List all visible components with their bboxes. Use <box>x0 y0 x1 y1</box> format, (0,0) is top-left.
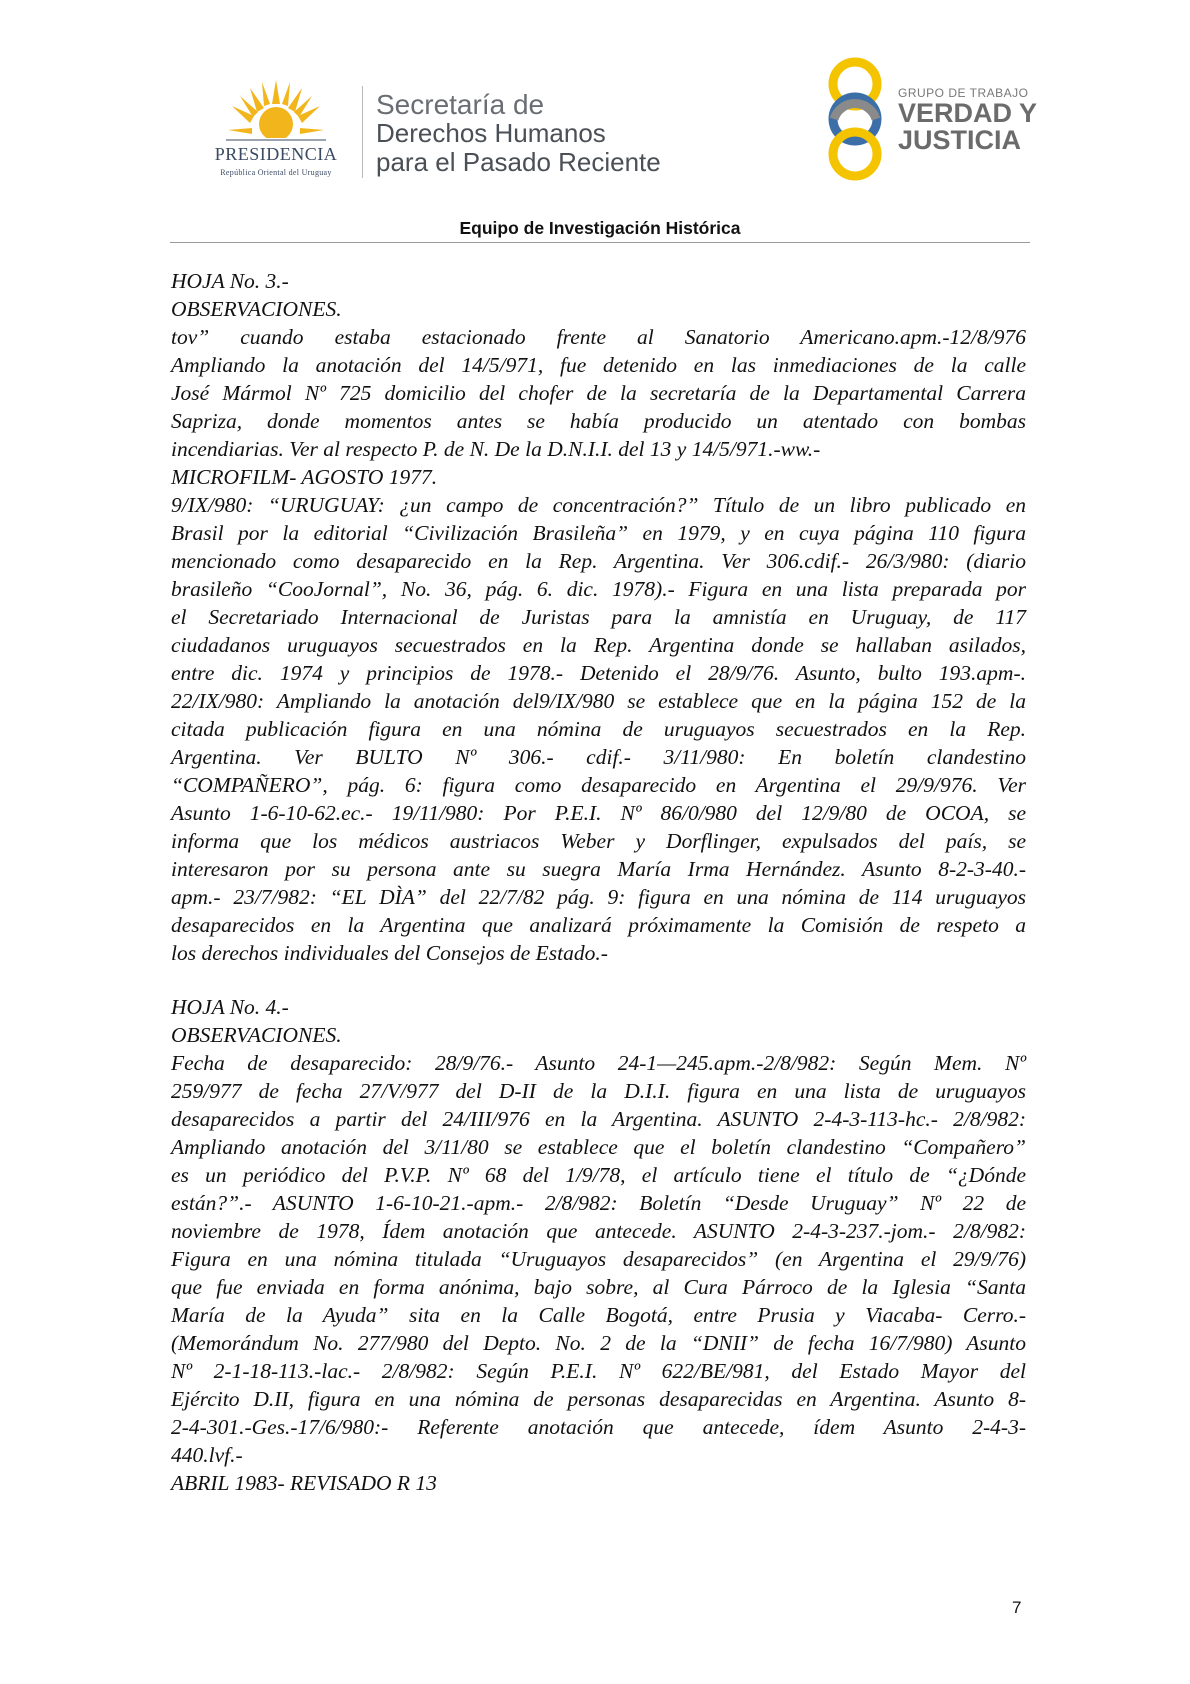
body-line: están?”.- ASUNTO 1-6-10-21.-apm.- 2/8/982: Boletín “Desde Uruguay” Nº 22 de <box>171 1191 1026 1215</box>
header-divider <box>362 86 363 178</box>
body-line: Ampliando anotación del 3/11/80 se establece que el boletín clandestino “Compañero” <box>171 1135 1026 1159</box>
body-line: José Mármol Nº 725 domicilio del chofer de la secretaría de la Departamental Carrera <box>171 381 1026 405</box>
body-line: Figura en una nómina titulada “Uruguayos desaparecidos” (en Argentina el 29/9/76) <box>171 1247 1026 1271</box>
verdad-y-justicia-logo <box>820 56 1040 182</box>
body-line: HOJA No. 4.- <box>171 995 289 1019</box>
body-line: que fue enviada en forma anónima, bajo sobre, al Cura Párroco de la Iglesia “Santa <box>171 1275 1026 1299</box>
secretaria-line-1: Secretaría de <box>376 89 545 120</box>
body-line: “COMPAÑERO”, pág. 6: figura como desaparecido en Argentina el 29/9/976. Ver <box>171 773 1026 797</box>
body-line: OBSERVACIONES. <box>171 1023 342 1047</box>
body-line: los derechos individuales del Consejos de Estado.- <box>171 941 608 965</box>
body-line: Argentina. Ver BULTO Nº 306.- cdif.- 3/11/980: En boletín clandestino <box>171 745 1026 769</box>
secretaria-line-3: para el Pasado Reciente <box>376 147 661 177</box>
linked-rings-icon <box>820 56 890 182</box>
vyj-text <box>898 86 1037 154</box>
paragraph-gap <box>171 967 1026 993</box>
body-line: ABRIL 1983- REVISADO R 13 <box>171 1471 437 1495</box>
body-line: desaparecidos en la Argentina que analizará próximamente la Comisión de respeto a <box>171 913 1026 937</box>
body-line: (Memorándum No. 277/980 del Depto. No. 2 de la “DNII” de fecha 16/7/980) Asunto <box>171 1331 1026 1355</box>
presidencia-name: PRESIDENCIA <box>214 144 338 164</box>
vyj-line-2: VERDAD Y <box>898 98 1038 128</box>
body-line: interesaron por su persona ante su suegra María Irma Hernández. Asunto 8-2-3-40.- <box>171 857 1026 881</box>
document-body <box>171 267 1026 1497</box>
body-line: mencionado como desaparecido en la Rep. Argentina. Ver 306.cdif.- 26/3/980: (diario <box>171 549 1026 573</box>
body-line: 2-4-301.-Ges.-17/6/980:- Referente anotación que antecede, ídem Asunto 2-4-3- <box>171 1415 1026 1439</box>
body-line: es un periódico del P.V.P. Nº 68 del 1/9/78, el artículo tiene el título de “¿Dónde <box>171 1163 1026 1187</box>
body-line: MICROFILM- AGOSTO 1977. <box>171 465 438 489</box>
body-line: entre dic. 1974 y principios de 1978.- Detenido el 28/9/76. Asunto, bulto 193.apm-. <box>171 661 1026 685</box>
presidencia-subtitle: República Oriental del Uruguay <box>220 168 332 177</box>
body-line: incendiarias. Ver al respecto P. de N. De la D.N.I.I. del 13 y 14/5/971.-ww.- <box>171 437 821 461</box>
body-line: María de la Ayuda” sita en la Calle Bogotá, entre Prusia y Viacaba- Cerro.- <box>171 1303 1026 1327</box>
body-line: OBSERVACIONES. <box>171 297 342 321</box>
body-line: citada publicación figura en una nómina de uruguayos secuestrados en la Rep. <box>171 717 1026 741</box>
body-line: apm.- 23/7/982: “EL DÌA” del 22/7/82 pág. 9: figura en una nómina de 114 uruguayos <box>171 885 1026 909</box>
team-title: Equipo de Investigación Histórica <box>459 218 741 238</box>
body-line: noviembre de 1978, Ídem anotación que antecede. ASUNTO 2-4-3-237.-jom.- 2/8/982: <box>171 1219 1026 1243</box>
body-line: ciudadanos uruguayos secuestrados en la Rep. Argentina donde se hallaban asilados, <box>171 633 1026 657</box>
page-number: 7 <box>1012 1598 1022 1617</box>
body-line: Ejército D.II, figura en una nómina de personas desaparecidas en Argentina. Asunto 8- <box>171 1387 1026 1411</box>
body-line: Asunto 1-6-10-62.ec.- 19/11/980: Por P.E.I. Nº 86/0/980 del 12/9/80 de OCOA, se <box>171 801 1026 825</box>
header-rule <box>170 242 1030 243</box>
body-line: Fecha de desaparecido: 28/9/76.- Asunto 24-1—245.apm.-2/8/982: Según Mem. Nº <box>171 1051 1026 1075</box>
vyj-line-1: GRUPO DE TRABAJO <box>898 86 1029 100</box>
body-line: Brasil por la editorial “Civilización Brasileña” en 1979, y en cuya página 110 figura <box>171 521 1026 545</box>
vyj-line-3: JUSTICIA <box>898 125 1022 155</box>
presidencia-logo <box>196 78 356 188</box>
body-line: desaparecidos a partir del 24/III/976 en la Argentina. ASUNTO 2-4-3-113-hc.- 2/8/982: <box>171 1107 1026 1131</box>
body-line: brasileño “CooJornal”, No. 36, pág. 6. dic. 1978).- Figura en una lista preparada por <box>171 577 1026 601</box>
body-line: tov” cuando estaba estacionado frente al Sanatorio Americano.apm.-12/8/976 <box>171 325 1026 349</box>
body-line: el Secretariado Internacional de Juristas para la amnistía en Uruguay, de 117 <box>171 605 1026 629</box>
body-line: 259/977 de fecha 27/V/977 del D-II de la D.I.I. figura en una lista de uruguayos <box>171 1079 1026 1103</box>
body-line: Ampliando la anotación del 14/5/971, fue detenido en las inmediaciones de la calle <box>171 353 1026 377</box>
sun-emblem-icon <box>226 78 326 150</box>
secretaria-logo-text <box>376 90 661 177</box>
body-line: 9/IX/980: “URUGUAY: ¿un campo de concentración?” Título de un libro publicado en <box>171 493 1026 517</box>
body-line: 22/IX/980: Ampliando la anotación del9/IX/980 se establece que en la página 152 de la <box>171 689 1026 713</box>
body-line: Nº 2-1-18-113.-lac.- 2/8/982: Según P.E.I. Nº 622/BE/981, del Estado Mayor del <box>171 1359 1026 1383</box>
body-line: 440.lvf.- <box>171 1443 243 1467</box>
body-line: HOJA No. 3.- <box>171 269 289 293</box>
body-line: informa que los médicos austriacos Weber y Dorflinger, expulsados del país, se <box>171 829 1026 853</box>
body-line: Sapriza, donde momentos antes se había producido un atentado con bombas <box>171 409 1026 433</box>
secretaria-line-2: Derechos Humanos <box>376 118 606 148</box>
